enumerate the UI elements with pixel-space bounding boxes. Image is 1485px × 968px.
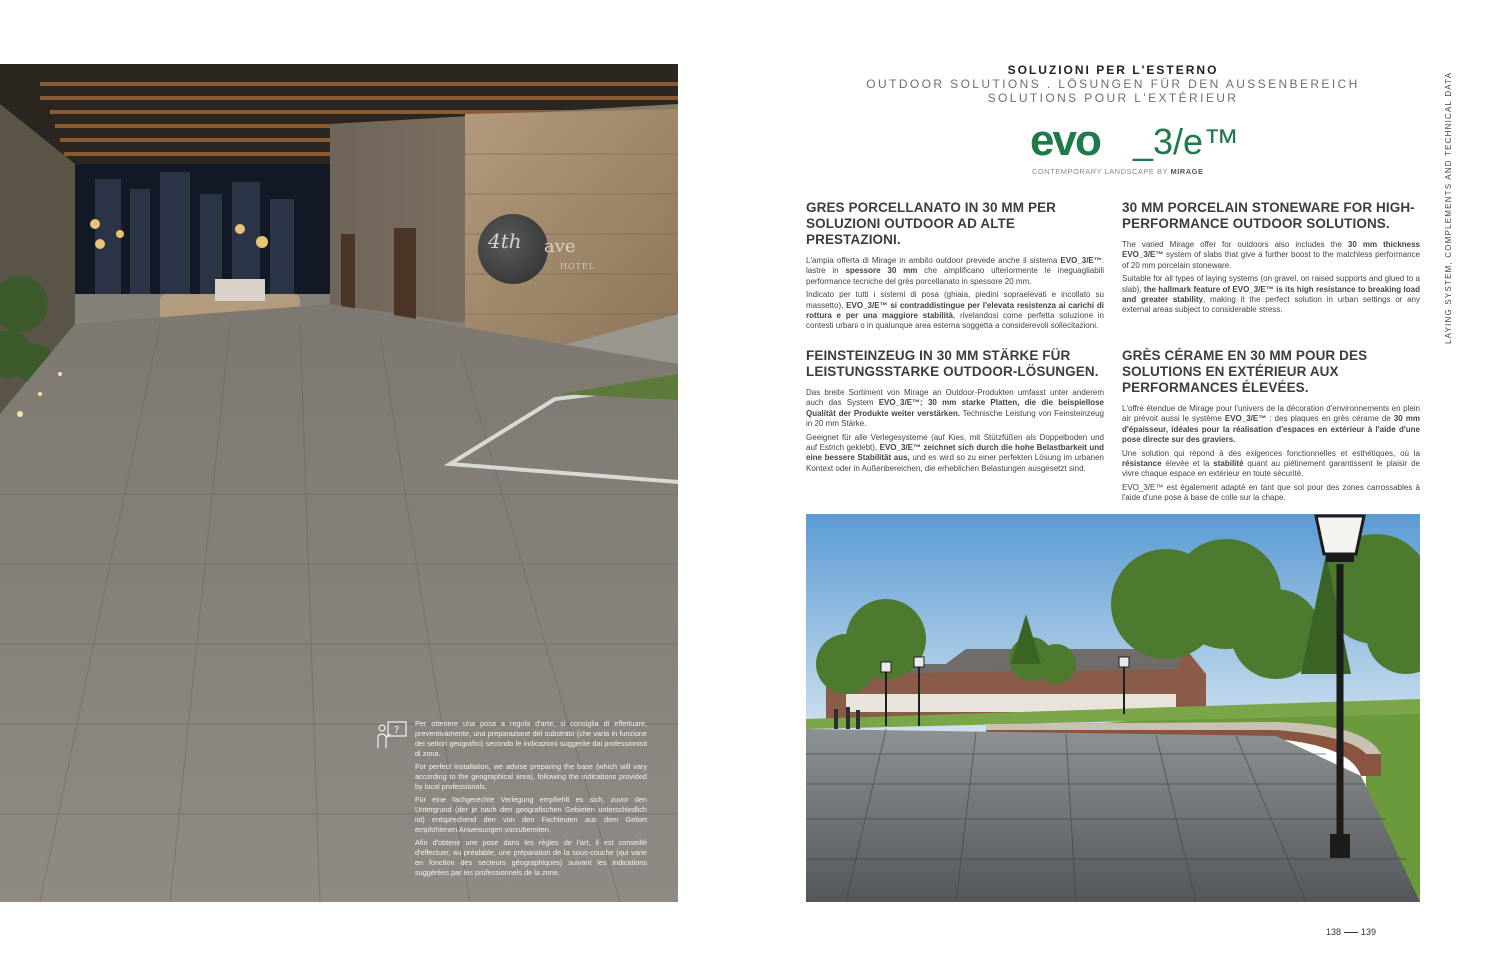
logo-subtitle [1032,167,1203,176]
logo-tail: _3/e™ [1133,121,1240,162]
section-body-it-1: L'ampia offerta di Mirage in ambito outdoor prevede anche il sistema EVO_3/E™: lastre in spessore 30 mm che amplificano ulteriormente le ineguagliabili performance tecniche del grès porcellanato in spessore 20 mm. [806,256,1104,286]
section-body-it-2: Indicato per tutti i sistemi di posa (ghiaia, piedini sopraelevati e incollato su massetto), EVO_3/E™ si contraddistingue per l'elevata resistenza ai carichi di rottura e per una maggiore stabilità, rivelandosi come perfetta soluzione in contesti urbani o in qualunque area esterna soggetta a considerevoli sollecitazioni. [806,290,1105,331]
section-body-fr-3: EVO_3/E™ est également adapté en tant que sol pour des zones carrossables à l'aide d'une pose à base de colle sur la chape. [1122,482,1420,503]
hotel-sign-hotel: HOTEL [560,262,596,271]
section-body-en-2: Suitable for all types of laying systems (on gravel, on raised supports and glued to a slab), the hallmark feature of EVO_3/E™ is its high resistance to breaking load and greater stability, making it the perfect solution in urban settings or any external areas subject to considerable stress. [1122,274,1420,315]
hotel-sign-main: 4th [488,229,522,253]
note-fr: Afin d'obtenir une pose dans les règles de l'art, il est conseillé d'effectuer, au préalable, une préparation de la sous-couche (qui varie en fonction des secteurs géographiques) suivant les indications suggérées par les professionnels de la zone. [415,838,647,877]
section-heading-en: 30 MM PORCELAIN STONEWARE FOR HIGH-PERFORMANCE OUTDOOR SOLUTIONS. [1122,200,1415,231]
section-english [1122,200,1420,319]
hotel-sign-sub: ave [544,236,576,257]
logo-sub-brand: MIRAGE [1170,167,1204,176]
note-de: Für eine fachgerechte Verlegung empfiehlt es sich, zuvor den Untergrund (der je nach den geografischen Gebieten unterschiedlich ist) entsprechend den von den Fachleuten aus dem Gebiet empfohlenen Anweisungen vorzubereiten. [415,795,647,834]
plaza-photo [806,514,1420,902]
section-body-de-1: Das breite Sortiment von Mirage an Outdoor-Produkten umfasst unter anderem auch das System EVO_3/E™: 30 mm starke Platten, die die beispiellose Qualität der Produkte weiter verstärken. Technische Leistung von Feinsteinzeug in 20 mm Stärke. [806,388,1104,429]
section-heading-fr: GRÈS CÉRAME EN 30 MM POUR DES SOLUTIONS EN EXTÉRIEUR AUX PERFORMANCES ÉLEVÉES. [1122,348,1368,395]
installation-note [415,719,647,881]
note-en: For perfect installation, we advise preparing the base (which will vary according to the geographical area), following the indications provided by local professionals. [415,762,647,791]
section-body-fr-2: Une solution qui répond à des exigences fonctionnelles et esthétiques, où la résistance élevée et la stabilité quant au piétinement garantissent le plaisir de vivre chaque espace en extérieur en toute sécurité. [1122,448,1420,479]
logo-sub-prefix: CONTEMPORARY LANDSCAPE BY [1032,167,1168,176]
section-heading-it: GRES PORCELLANATO IN 30 MM PER SOLUZIONI OUTDOOR AD ALTE PRESTAZIONI. [806,200,1057,247]
section-italian [806,200,1104,335]
section-body-fr-1: L'offre étendue de Mirage pour l'univers de la décoration d'environnements en plein air prévoit aussi le système EVO_3/E™ : des plaques en grès cérame de 30 mm d'épaisseur, idéales pour la réalisation d'espaces en extérieur à l'aide d'une pose directe sur des graviers. [1122,404,1421,445]
page-title: SOLUZIONI PER L'ESTERNO [1007,63,1219,77]
note-it: Per ottenere una posa a regola d'arte, si consiglia di effettuare, preventivamente, una preparazione del substrato (che varia in funzione dei settori geografici) secondo le indicazioni suggerite dai professionisti di zona. [415,719,647,758]
page-number-left: 138 [1326,927,1342,937]
page-number-separator [1344,932,1358,933]
evo-logo [1030,116,1240,178]
logo-main: evo [1030,116,1100,165]
section-heading-de: FEINSTEINZEUG IN 30 MM STÄRKE FÜR LEISTUNGSSTARKE OUTDOOR-LÖSUNGEN. [806,348,1099,379]
svg-text:?: ? [394,725,400,736]
plaza-illustration [806,514,1420,902]
page-subtitle-2: SOLUTIONS POUR L'EXTÉRIEUR [987,91,1239,105]
page-subtitle-1: OUTDOOR SOLUTIONS . LÖSUNGEN FÜR DEN AUSSENBEREICH [866,77,1360,91]
section-body-de-2: Geeignet für alle Verlegesysteme (auf Kies, mit Stützfüßen als Doppelboden und auf Estrich geklebt), EVO_3/E™ zeichnet sich durch die hohe Belastbarkeit und eine bessere Stabilität aus, und es wird so zu einer perfekten Lösung im urbanen Kontext oder in Außenbereichen, die erheblichen Belastungen ausgesetzt sind. [806,432,1104,473]
side-section-label: LAYING SYSTEM, COMPLEMENTS AND TECHNICAL DATA [1444,71,1453,344]
section-french [1122,348,1420,507]
page-number-right: 139 [1361,927,1377,937]
section-german [806,348,1104,477]
installer-info-icon [376,720,408,750]
page-numbers [1326,927,1376,937]
section-body-en-1: The varied Mirage offer for outdoors also includes the 30 mm thickness EVO_3/E™ system of slabs that give a further boost to the matchless performance of 20 mm porcelain stoneware. [1122,240,1421,270]
